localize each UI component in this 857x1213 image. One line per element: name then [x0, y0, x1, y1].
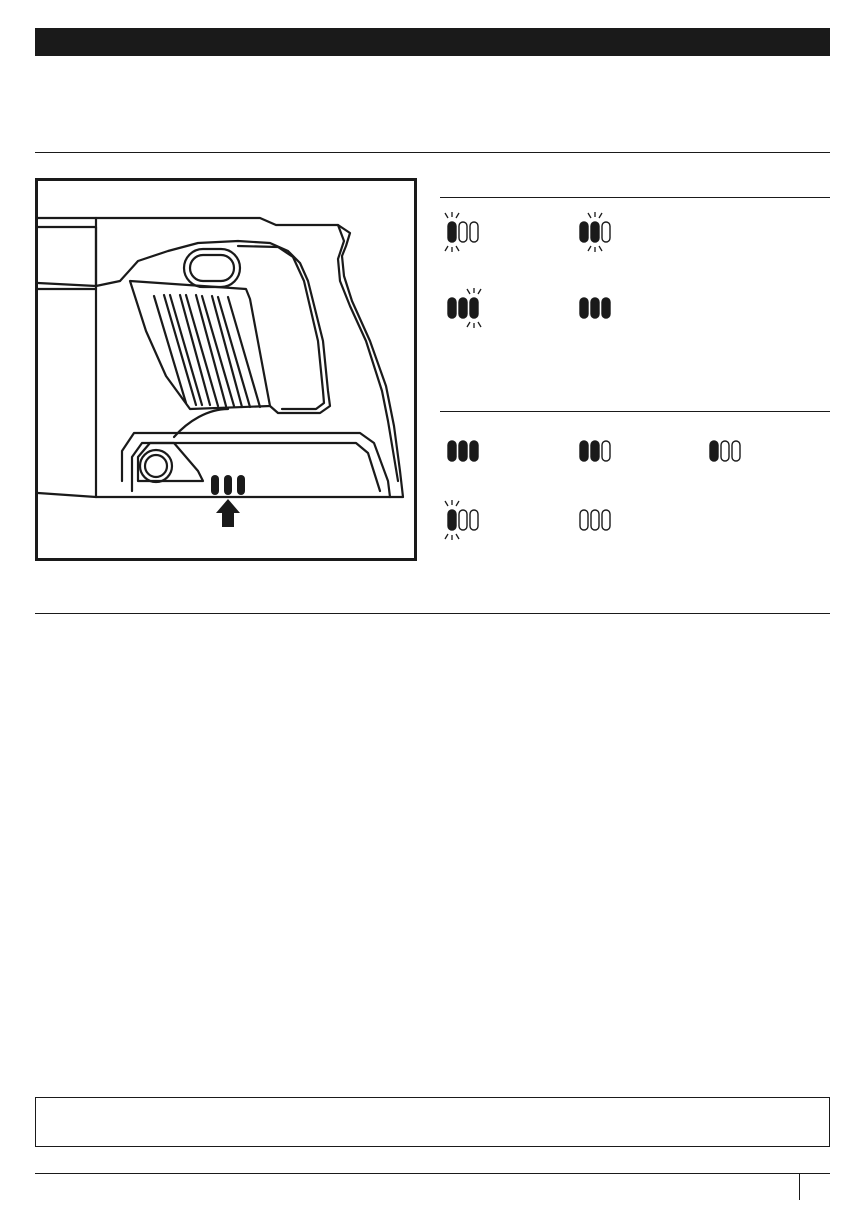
led-segment [602, 298, 610, 318]
blink-ray [456, 213, 459, 218]
led-segment [591, 441, 599, 461]
led-segment [580, 441, 588, 461]
led-segment [459, 222, 467, 242]
section-header-bar [35, 28, 830, 56]
led-segment [580, 510, 588, 530]
charging-section-divider [440, 197, 830, 198]
led-indicator-charging-4 [572, 288, 624, 328]
led-segment [470, 441, 478, 461]
led-segment [448, 298, 456, 318]
led-segment [459, 441, 467, 461]
blink-ray [599, 246, 602, 251]
led-segment [459, 510, 467, 530]
led-segment [591, 222, 599, 242]
led-indicator-capacity-5 [572, 500, 624, 540]
footer-page-tick [799, 1174, 800, 1200]
blink-ray [467, 322, 470, 327]
blink-ray [445, 213, 448, 218]
blink-ray [478, 322, 481, 327]
led-segment [470, 510, 478, 530]
led-indicator-capacity-4 [440, 500, 492, 540]
blink-ray [588, 213, 591, 218]
blink-ray [478, 289, 481, 294]
blink-ray [445, 246, 448, 251]
blink-ray [456, 246, 459, 251]
blink-ray [467, 289, 470, 294]
led-segment [459, 298, 467, 318]
led-segment [732, 441, 740, 461]
blink-ray [599, 213, 602, 218]
led-indicator-charging-3 [440, 288, 492, 328]
led-indicator-capacity-3 [702, 431, 754, 471]
led-segment [470, 222, 478, 242]
blink-ray [588, 246, 591, 251]
led-indicator-charging-1 [440, 212, 492, 252]
led-segment [710, 441, 718, 461]
led-segment [580, 298, 588, 318]
led-indicator-capacity-2 [572, 431, 624, 471]
blink-ray [445, 534, 448, 539]
led-segment [448, 441, 456, 461]
blink-ray [456, 534, 459, 539]
led-segment [721, 441, 729, 461]
led-segment [602, 441, 610, 461]
footer-divider [35, 1173, 830, 1174]
mid-divider [35, 613, 830, 614]
note-box [35, 1097, 830, 1147]
capacity-section-divider [440, 411, 830, 412]
tool-illustration-figure [35, 178, 417, 561]
top-divider [35, 152, 830, 153]
led-segment [602, 222, 610, 242]
led-segment [470, 298, 478, 318]
drill-handle-drawing [38, 181, 414, 558]
blink-ray [456, 501, 459, 506]
led-segment [591, 510, 599, 530]
led-segment [448, 510, 456, 530]
led-segment [591, 298, 599, 318]
led-segment [580, 222, 588, 242]
led-indicator-charging-2 [572, 212, 624, 252]
led-segment [602, 510, 610, 530]
blink-ray [445, 501, 448, 506]
led-segment [448, 222, 456, 242]
led-indicator-capacity-1 [440, 431, 492, 471]
